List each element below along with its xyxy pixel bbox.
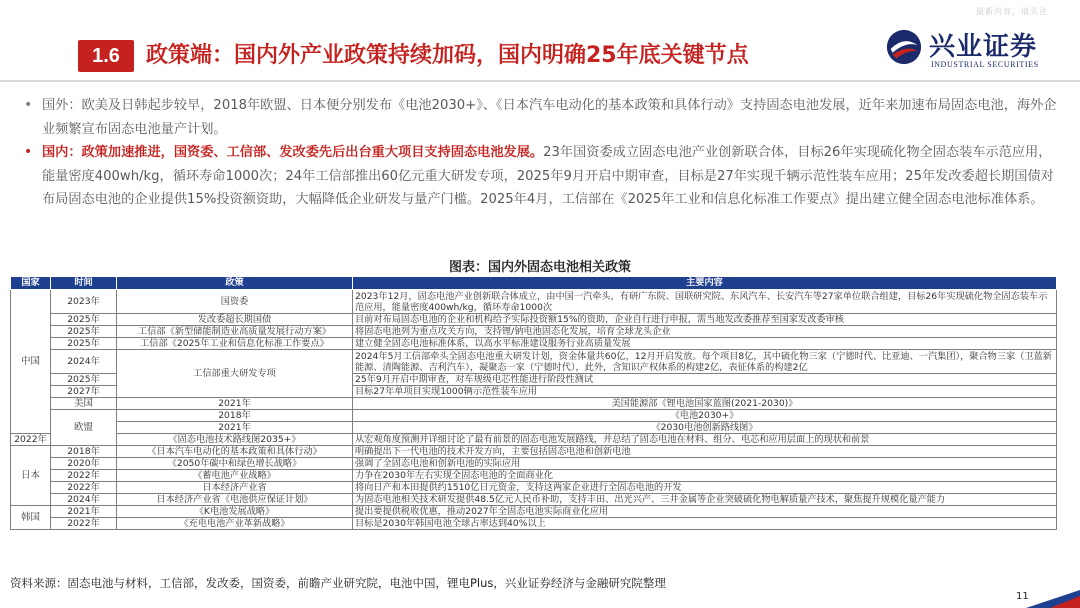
cell-content: 为固态电池相关技术研发提供48.5亿元人民币补助，支持丰田、出光兴产、三井金属等企业突破硫化物电解质量产技术，聚焦提升规模化量产能力 bbox=[353, 494, 1057, 506]
cell-policy: 日本经济产业省 bbox=[117, 482, 353, 494]
cell-policy: 《充电电池产业革新战略》 bbox=[117, 518, 353, 530]
cell-content: 将固态电池列为重点攻关方向，支持锂/钠电池固态化发展，培育全球龙头企业 bbox=[353, 326, 1057, 338]
bullet-dot-icon: • bbox=[24, 144, 33, 161]
cell-policy: 国资委 bbox=[117, 290, 353, 314]
bullet-overseas-text: 国外：欧美及日韩起步较早，2018年欧盟、日本便分别发布《电池2030+》、《日本汽车电动化的基本政策和具体行动》支持固态电池发展，近年来加速布局固态电池，海外企业频繁宣布固态电池量产计划。 bbox=[42, 98, 1057, 137]
cell-content: 明确提出下一代电池的技术开发方向，主要包括固态电池和创新电池 bbox=[353, 446, 1057, 458]
cell-year: 2025年 bbox=[51, 374, 117, 386]
table-row bbox=[11, 470, 1057, 482]
table-row bbox=[11, 518, 1057, 530]
table-row bbox=[11, 458, 1057, 470]
logo-emblem-icon bbox=[885, 28, 923, 66]
cell-year: 2021年 bbox=[117, 422, 353, 434]
cell-policy: 工信部重大研发专项 bbox=[117, 350, 353, 398]
table-row bbox=[11, 422, 1057, 434]
bullet-overseas bbox=[22, 94, 1062, 141]
source-note: 资料来源：固态电池与材料，工信部，发改委，国资委，前瞻产业研究院，电池中国，锂电Plus，兴业证券经济与金融研究院整理 bbox=[10, 576, 666, 590]
page-number: 11 bbox=[1016, 591, 1029, 602]
cell-policy: 《日本汽车电动化的基本政策和具体行动》 bbox=[117, 446, 353, 458]
table-row bbox=[11, 314, 1057, 326]
region-japan: 日本 bbox=[11, 446, 51, 506]
table-row bbox=[11, 494, 1057, 506]
table-row bbox=[11, 350, 1057, 374]
cell-content: 2023年12月，固态电池产业创新联合体成立，由中国一汽牵头，有研广东院、国联研究院、东风汽车、长安汽车等27家单位联合组建，目标26年实现硫化物全固态装车示范应用，能量密度400wh/kg，循环寿命1000次 bbox=[353, 290, 1057, 314]
cell-policy: 《2050年碳中和绿色增长战略》 bbox=[117, 458, 353, 470]
cell-year: 2022年 bbox=[51, 482, 117, 494]
cell-year: 2023年 bbox=[51, 290, 117, 314]
cell-policy: 美国能源部《锂电池国家蓝图(2021-2030)》 bbox=[353, 398, 1057, 410]
bullet-list bbox=[22, 94, 1062, 212]
table-row bbox=[11, 410, 1057, 422]
table-row bbox=[11, 338, 1057, 350]
header-country: 国家 bbox=[11, 277, 51, 290]
cell-content: 提出要提供税收优惠，推动2027年全固态电池实际商业化应用 bbox=[353, 506, 1057, 518]
table-row bbox=[11, 398, 1057, 410]
cell-content: 建立健全固态电池标准体系，以高水平标准建设服务行业高质量发展 bbox=[353, 338, 1057, 350]
slide-title: 政策端：国内外产业政策持续加码，国内明确25年底关键节点 bbox=[146, 43, 749, 68]
header-content: 主要内容 bbox=[353, 277, 1057, 290]
cell-year: 2021年 bbox=[117, 398, 353, 410]
cell-policy: 《电池2030+》 bbox=[353, 410, 1057, 422]
bullet-domestic bbox=[22, 141, 1062, 212]
bullet-dot-icon: • bbox=[24, 97, 33, 113]
cell-content: 目标27年单项目实现1000辆示范性装车应用 bbox=[353, 386, 1057, 398]
cell-year: 2018年 bbox=[117, 410, 353, 422]
cell-year: 2024年 bbox=[51, 350, 117, 374]
bullet-domestic-text: 23年国资委成立固态电池产业创新联合体，目标26年实现硫化物全固态装车示范应用，能量密度400wh/kg，循环寿命1000次；24年工信部推出60亿元重大研发专项，2025年9月开启中期审查，目标是27年实现千辆示范性装车应用；25年发改委超长期国债对布局固态电池的企业提供15%投资额资助，大幅降低企业研发与量产门槛。2025年4月，工信部在《2025年工业和信息化标准工作要点》提出建立健全固态电池标准体系。 bbox=[42, 145, 1054, 208]
cell-content: 25年9月开启中期审查，对车规级电芯性能进行阶段性测试 bbox=[353, 374, 1057, 386]
table-title: 图表：国内外固态电池相关政策 bbox=[448, 260, 631, 275]
table-row bbox=[11, 506, 1057, 518]
cell-policy: 《2030电池创新路线图》 bbox=[353, 422, 1057, 434]
region-china: 中国 bbox=[11, 290, 51, 434]
header-time: 时间 bbox=[51, 277, 117, 290]
region-korea: 韩国 bbox=[11, 506, 51, 530]
header-divider bbox=[0, 80, 1080, 82]
cell-policy: 工信部《新型储能制造业高质量发展行动方案》 bbox=[117, 326, 353, 338]
cell-year: 2024年 bbox=[51, 494, 117, 506]
cell-content: 将向日产和本田提供约1510亿日元资金，支持这两家企业进行全固态电池的开发 bbox=[353, 482, 1057, 494]
cell-year: 2025年 bbox=[51, 326, 117, 338]
policy-table bbox=[10, 276, 1057, 530]
cell-policy: 《蓄电池产业战略》 bbox=[117, 470, 353, 482]
cell-content: 目标是2030年韩国电池全球占率达到40%以上 bbox=[353, 518, 1057, 530]
logo-chinese-name: 兴业证券 bbox=[929, 32, 1038, 62]
header-policy: 政策 bbox=[117, 277, 353, 290]
table-header-row bbox=[11, 277, 1057, 290]
cell-year: 2020年 bbox=[51, 458, 117, 470]
cell-year: 2022年 bbox=[11, 434, 51, 446]
cell-policy: 日本经济产业省《电池供应保证计划》 bbox=[117, 494, 353, 506]
company-logo bbox=[885, 26, 1065, 78]
watermark-text: 最新内容，请关注 bbox=[976, 7, 1048, 16]
region-eu: 欧盟 bbox=[51, 410, 117, 446]
cell-year: 2021年 bbox=[51, 506, 117, 518]
bullet-domestic-highlight: 国内：政策加速推进，国资委、工信部、发改委先后出台重大项目支持固态电池发展。 bbox=[42, 145, 544, 161]
cell-policy: 《固态电池技术路线图2035+》 bbox=[117, 434, 353, 446]
cell-year: 2022年 bbox=[51, 470, 117, 482]
cell-policy: 工信部《2025年工业和信息化标准工作要点》 bbox=[117, 338, 353, 350]
cell-content: 目前对布局固态电池的企业和机构给予实际投资额15%的资助，企业自行进行申报，需当地发改委推荐至国家发改委审核 bbox=[353, 314, 1057, 326]
cell-content: 力争在2030年左右实现全固态电池的全面商业化 bbox=[353, 470, 1057, 482]
table-row bbox=[11, 434, 1057, 446]
cell-content: 强调了全固态电池和创新电池的实际应用 bbox=[353, 458, 1057, 470]
cell-year: 2027年 bbox=[51, 386, 117, 398]
cell-policy: 《K电池发展战略》 bbox=[117, 506, 353, 518]
cell-year: 2022年 bbox=[51, 518, 117, 530]
section-badge: 1.6 bbox=[78, 40, 134, 72]
cell-content: 2024年5月工信部牵头全固态电池重大研发计划，资金体量共60亿，12月开启发放。每个项目8亿，其中硫化物三家（宁德时代、比亚迪、一汽集团），聚合物三家（卫蓝新能源、清陶能源、吉利汽车），凝聚态一家（宁德时代），此外，含知识产权体系的构建2亿，表征体系的构建2亿 bbox=[353, 350, 1057, 374]
cell-year: 2025年 bbox=[51, 314, 117, 326]
table-row bbox=[11, 446, 1057, 458]
corner-decoration bbox=[1006, 590, 1080, 608]
logo-english-name: INDUSTRIAL SECURITIES bbox=[931, 60, 1039, 69]
table-row bbox=[11, 290, 1057, 314]
cell-content: 从宏观角度预测并详细讨论了最有前景的固态电池发展路线，并总结了固态电池在材料、组分、电芯和应用层面上的现状和前景 bbox=[353, 434, 1057, 446]
region-usa: 美国 bbox=[51, 398, 117, 410]
cell-year: 2018年 bbox=[51, 446, 117, 458]
cell-year: 2025年 bbox=[51, 338, 117, 350]
table-row bbox=[11, 326, 1057, 338]
table-row bbox=[11, 482, 1057, 494]
cell-policy: 发改委超长期国债 bbox=[117, 314, 353, 326]
